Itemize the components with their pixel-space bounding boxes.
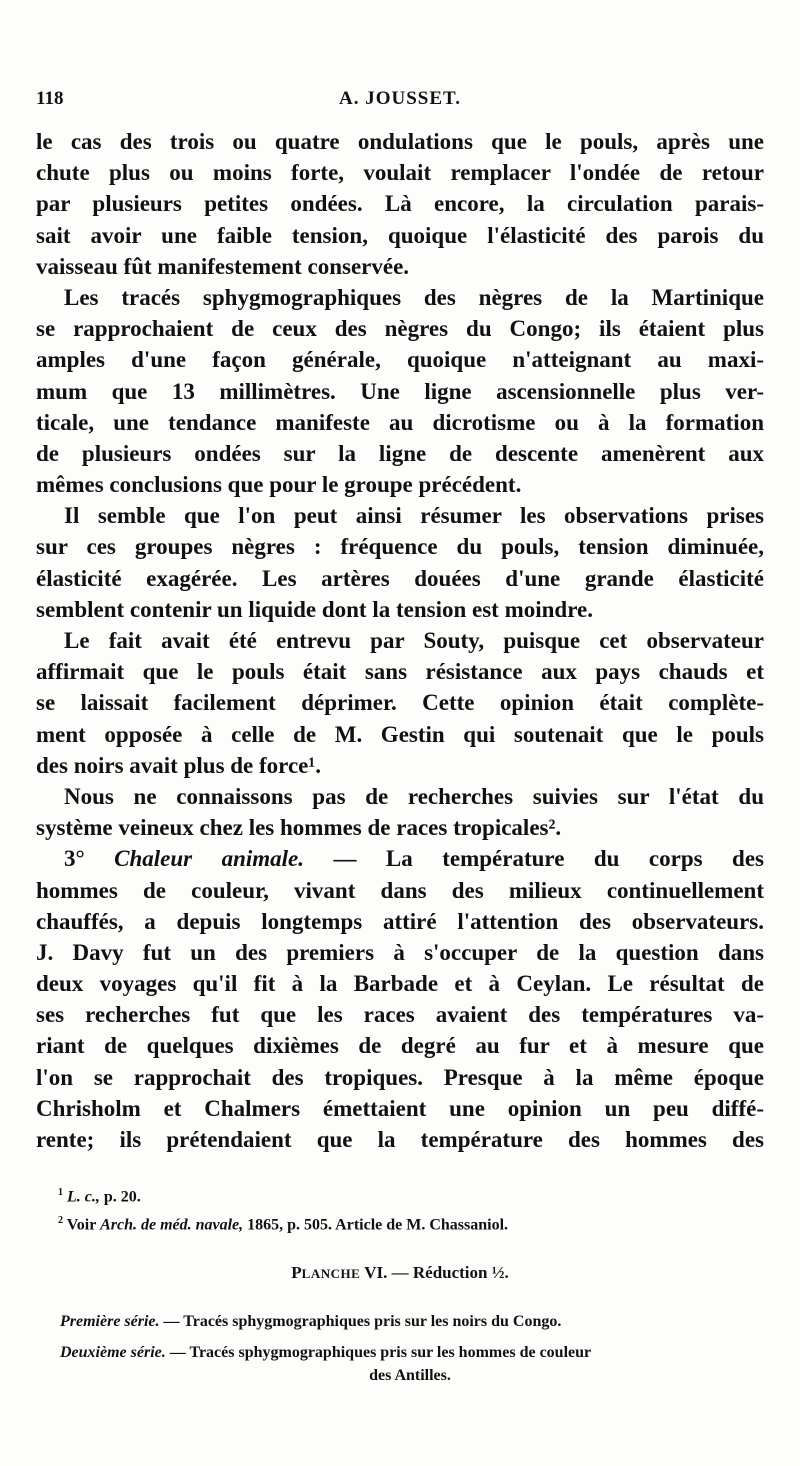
text-line: mum que 13 millimètres. Une ligne ascensionnelle plus ver- [36,378,764,404]
section-heading-line [36,843,764,874]
text-line: sur ces groupes nègres : fréquence du pouls, tension diminuée, [36,534,764,560]
text-line: amples d'une façon générale, quoique n'atteignant au maxi- [36,347,764,373]
page-header [36,88,764,112]
text-line: affirmait que le pouls était sans résistance aux pays chauds et [36,659,764,685]
section-rest: — La température du corps des [304,846,764,872]
text-line: deux voyages qu'il fit à la Barbade et à Ceylan. Le résultat de [36,971,764,997]
section-number: 3° [64,846,115,872]
text-line: des noirs avait plus de force¹. [36,752,322,778]
text-line: Il semble que l'on peut ainsi résumer les observations prises [64,503,764,529]
text-line: mêmes conclusions que pour le groupe précédent. [36,472,522,498]
text-line: rente; ils prétendaient que la température des hommes des [36,1127,764,1152]
text-line: de plusieurs ondées sur la ligne de descente amenèrent aux [36,440,764,466]
text-line: se laissait facilement déprimer. Cette opinion était complète- [36,690,764,716]
body-text [36,126,764,1155]
caption-second-series [60,1341,760,1387]
caption-series-label: Première série. [60,1313,160,1330]
footnote-mark: 1 [58,1187,63,1198]
text-line: se rapprochaient de ceux des nègres du Congo; ils étaient plus [36,316,764,342]
text-line: Les tracés sphygmographiques des nègres de la Martinique [64,284,764,310]
text-line: par plusieurs petites ondées. Là encore, la circulation parais- [36,191,764,217]
footnote-pre: Voir [66,1216,101,1234]
text-line: hommes de couleur, vivant dans des milieux continuellement [36,877,764,903]
running-head: A. JOUSSET. [338,88,462,109]
section-title: Chaleur animale. [114,846,305,872]
text-line: vaisseau fût manifestement conservée. [36,253,410,279]
footnote-italic: Arch. de méd. navale, [100,1216,244,1234]
footnote-2 [58,1209,758,1237]
text-line: chute plus ou moins forte, voulait remplacer l'ondée de retour [36,160,764,186]
plate-label-rest: LANCHE [301,1266,361,1281]
text-line: système veineux chez les hommes de races tropicales². [36,815,562,841]
text-line: élasticité exagérée. Les artères douées d'une grande élasticité [36,565,764,591]
plate-fraction: ½. [491,1263,509,1282]
caption-first-series [60,1310,760,1333]
plate-captions [60,1310,760,1395]
text-line: sait avoir une faible tension, quoique l'élasticité des parois du [36,222,764,248]
footnote-italic: L. c., [67,1188,100,1206]
page-number: 118 [36,88,64,109]
text-line: l'on se rapprochait des tropiques. Presque à la même époque [36,1064,764,1090]
text-line: J. Davy fut un des premiers à s'occuper de la question dans [36,939,764,965]
text-line: ses recherches fut que les races avaient des températures va- [36,1002,764,1028]
caption-series-label: Deuxième série. [60,1344,166,1361]
text-line: Chrisholm et Chalmers émettaient une opinion un peu diffé- [36,1095,764,1121]
footnote-mark: 2 [58,1215,63,1227]
text-line: ment opposée à celle de M. Gestin qui soutenait que le pouls [36,721,764,747]
plate-heading [0,1263,800,1283]
caption-text: — Tracés sphygmographiques pris sur les noirs du Congo. [159,1313,562,1330]
caption-text: — Tracés sphygmographiques pris sur les hommes de couleur [165,1344,592,1361]
caption-continuation: des Antilles. [369,1367,451,1384]
plate-label-first: P [291,1263,302,1282]
footnote-text: 1865, p. 505. Article de M. Chassaniol. [243,1216,509,1234]
text-line: riant de quelques dixièmes de degré au fur et à mesure que [36,1033,764,1059]
text-line: chauffés, a depuis longtemps attiré l'attention des observateurs. [36,908,764,934]
text-line: ticale, une tendance manifeste au dicrotisme ou à la formation [36,409,764,435]
footnotes [58,1181,758,1238]
text-line: semblent contenir un liquide dont la tension est moindre. [36,596,593,622]
plate-text: VI. — Réduction [360,1263,492,1282]
footnote-1 [58,1181,758,1209]
footnote-text: p. 20. [99,1188,141,1206]
text-line: Le fait avait été entrevu par Souty, puisque cet observateur [64,628,764,653]
text-line: le cas des trois ou quatre ondulations que le pouls, après une [36,129,764,154]
text-line: Nous ne connaissons pas de recherches suivies sur l'état du [64,783,764,809]
